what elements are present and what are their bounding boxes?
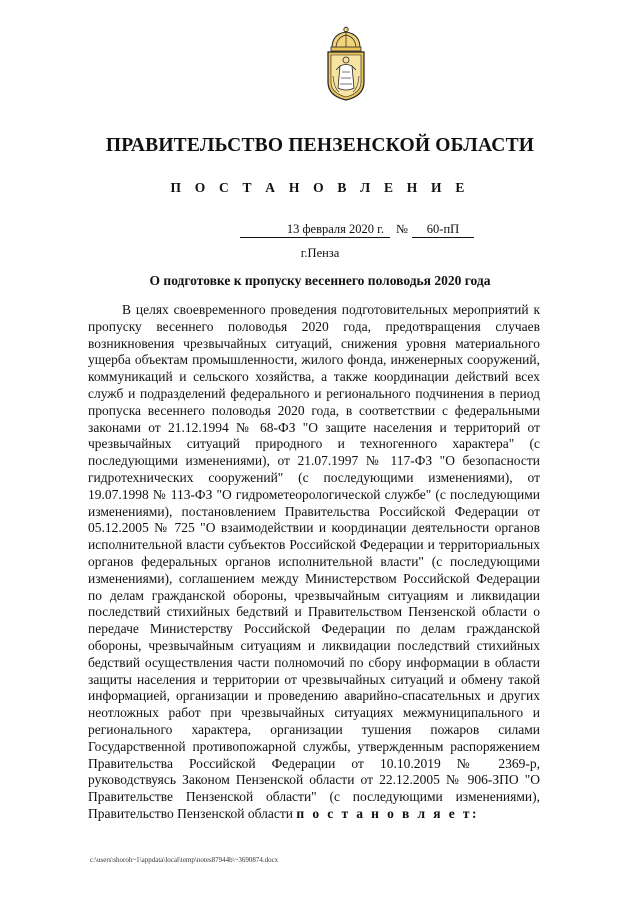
- document-title: О подготовке к пропуску весеннего половодья 2020 года: [149, 273, 491, 288]
- body-text: В целях своевременного проведения подготовительных мероприятий к пропуску весеннего половодья 2020 года, предотвращения случаев возникновения чрезвычайных ситуаций, снижения уровня материального ущерба объектам промышленности, жилого фонда, инженерных сооружений, коммуникаций и сельского хозяйства, а также координации действий всех служб и подразделений федерального и регионального подчинения в период пропуска весеннего половодья 2020 года, в соответствии с федеральными законами от 21.12.1994 № 68-ФЗ "О защите населения и территорий от чрезвычайных ситуаций природного и техногенного характера" (с последующими изменениями), от 21.07.1997 № 117-ФЗ "О безопасности гидротехнических сооружений" (с последующими изменениями), от 19.07.1998 № 113-ФЗ "О гидрометеорологической службе" (с последующими изменениями), постановлением Правительства Российской Федерации от 05.12.2005 № 725 "О взаимодействии и координации деятельности органов исполнительной власти субъектов Российской Федерации и территориальных органов федеральных органов исполнительной власти" (с последующими изменениями), соглашением между Министерством Российской Федерации по делам гражданской обороны, чрезвычайным ситуациям и ликвидации последствий стихийных бедствий и Правительством Пензенской области о передаче Министерству Российской Федерации по делам гражданской обороны, чрезвычайным ситуациям и ликвидации последствий стихийных бедствий осуществления части полномочий по сбору информации в области защиты населения и территории от чрезвычайных ситуаций и обмену такой информацией, организации и проведению аварийно-спасательных и других неотложных работ при чрезвычайных ситуациях межмуниципального и регионального характера, организации тушения пожаров силами Государственной противопожарной службы, утвержденным распоряжением Правительства Российской Федерации от 10.10.2019 № 2369-р, руководствуясь Законом Пензенской области от 22.12.2005 № 906-ЗПО "О Правительстве Пензенской области" (с последующими изменениями), Правительство Пензенской области: [88, 302, 540, 821]
- body-paragraph: [88, 302, 540, 823]
- footer-file-path: c:\users\shoroh~1\appdata\local\temp\notes87944b\~3690874.docx: [90, 856, 279, 864]
- penza-coat-of-arms-icon: [322, 26, 370, 102]
- document-number-label: №: [396, 222, 408, 236]
- document-number: 60-пП: [412, 222, 474, 238]
- document-date: 13 февраля 2020 г.: [240, 222, 390, 238]
- document-city: г.Пенза: [300, 246, 340, 260]
- resolves-word: п о с т а н о в л я е т:: [296, 805, 479, 821]
- government-title: ПРАВИТЕЛЬСТВО ПЕНЗЕНСКОЙ ОБЛАСТИ: [105, 135, 535, 156]
- document-type: П О С Т А Н О В Л Е Н И Е: [170, 180, 470, 195]
